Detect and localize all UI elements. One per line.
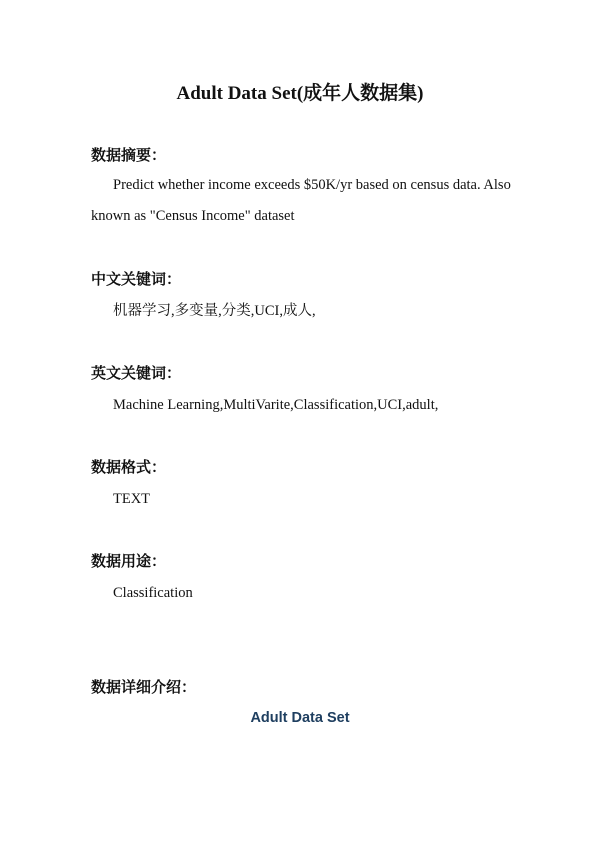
format-text: TEXT (113, 491, 151, 507)
details-heading: 数据详细介绍： (91, 678, 197, 696)
details-subtitle: Adult Data Set (250, 710, 350, 726)
format-heading: 数据格式： (91, 458, 167, 476)
abstract-heading: 数据摘要： (91, 146, 167, 164)
document-title: Adult Data Set(成年人数据集) (176, 83, 424, 104)
cn-keywords-heading: 中文关键词： (91, 270, 182, 288)
en-keywords-heading: 英文关键词： (91, 364, 182, 382)
en-keywords-text: Machine Learning,MultiVarite,Classification,UCI,adult, (113, 397, 439, 413)
usage-heading: 数据用途： (91, 552, 167, 570)
usage-text: Classification (113, 585, 193, 601)
abstract-text: Predict whether income exceeds $50K/yr based on census data. Also known as "Census Income" dataset (91, 177, 511, 224)
cn-keywords-text: 机器学习,多变量,分类,UCI,成人, (113, 303, 316, 319)
